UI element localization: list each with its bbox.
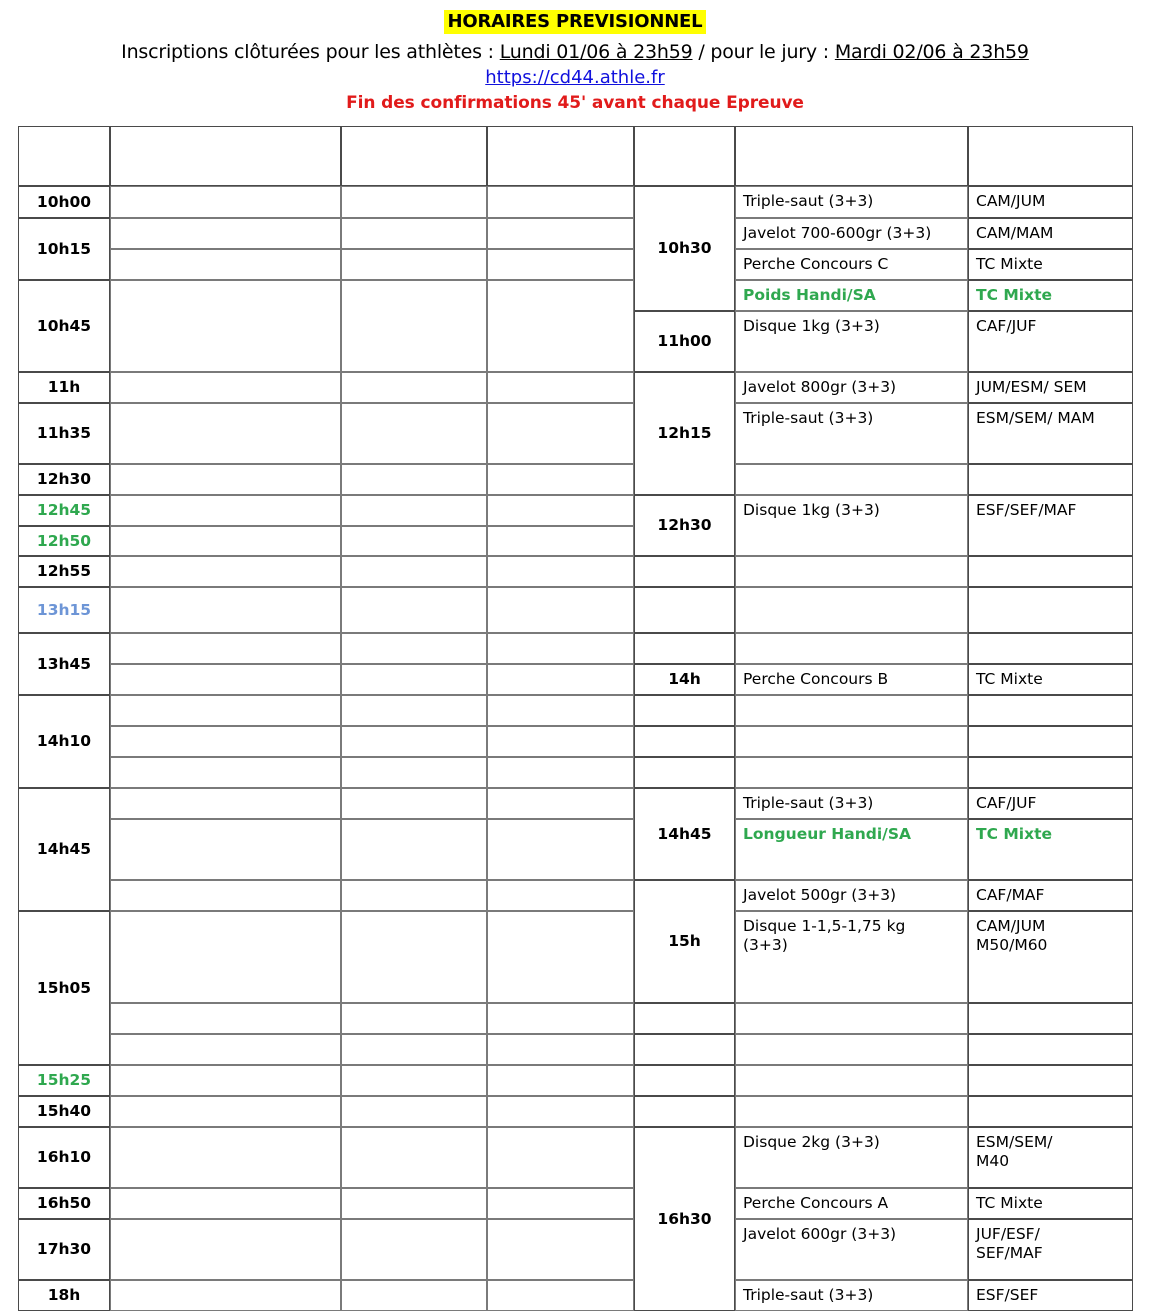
- track-series-cell: [487, 556, 634, 587]
- field-category-cell: [968, 726, 1133, 757]
- field-category-cell: CAM/MAM: [968, 218, 1133, 249]
- field-category-cell: CAF/JUF: [968, 788, 1133, 819]
- track-category-cell: [341, 1065, 487, 1096]
- track-series-cell: [487, 1065, 634, 1096]
- track-event-cell: [110, 556, 341, 587]
- track-series-cell: [487, 1003, 634, 1034]
- track-category-cell: [341, 186, 487, 218]
- field-category-cell: CAM/JUM: [968, 186, 1133, 218]
- schedule-table: [18, 126, 1133, 1304]
- field-time-cell: 15h: [634, 880, 735, 1003]
- track-category-cell: [341, 1219, 487, 1280]
- track-time-cell: 15h40: [18, 1096, 110, 1127]
- track-series-cell: [487, 249, 634, 280]
- track-event-cell: [110, 1280, 341, 1311]
- track-time-cell: 12h30: [18, 464, 110, 495]
- track-event-cell: [110, 1219, 341, 1280]
- track-time-cell: 14h10: [18, 695, 110, 788]
- field-category-cell: [968, 695, 1133, 726]
- field-event-cell: Disque 1kg (3+3): [735, 311, 968, 372]
- track-category-cell: [341, 1127, 487, 1188]
- track-category-cell: [341, 372, 487, 403]
- deadline-jury: Mardi 02/06 à 23h59: [834, 41, 1029, 63]
- field-category-cell: [968, 1003, 1133, 1034]
- track-series-cell: [487, 186, 634, 218]
- track-series-cell: [487, 695, 634, 726]
- field-event-cell: Disque 2kg (3+3): [735, 1127, 968, 1188]
- track-event-cell: [110, 280, 341, 372]
- track-series-cell: [487, 788, 634, 819]
- confirmation-notice: Fin des confirmations 45' avant chaque Epreuve: [346, 93, 804, 113]
- field-event-cell: Javelot 800gr (3+3): [735, 372, 968, 403]
- track-series-cell: [487, 819, 634, 880]
- track-category-cell: [341, 526, 487, 556]
- track-series-cell: [487, 1219, 634, 1280]
- track-series-cell: [487, 587, 634, 633]
- track-category-cell: [341, 1188, 487, 1219]
- track-category-cell: [341, 1034, 487, 1065]
- track-event-cell: [110, 495, 341, 526]
- track-category-cell: [341, 464, 487, 495]
- track-time-cell: 14h45: [18, 788, 110, 911]
- field-event-cell: Javelot 500gr (3+3): [735, 880, 968, 911]
- field-event-cell: [735, 464, 968, 495]
- field-time-cell: [634, 556, 735, 587]
- track-event-cell: [110, 1096, 341, 1127]
- track-series-cell: [487, 280, 634, 372]
- track-time-cell: 12h50: [18, 526, 110, 556]
- track-event-cell: [110, 403, 341, 464]
- track-event-cell: [110, 464, 341, 495]
- field-time-cell: 14h: [634, 664, 735, 695]
- field-category-cell: JUM/ESM/ SEM: [968, 372, 1133, 403]
- track-event-cell: [110, 526, 341, 556]
- track-category-cell: [341, 911, 487, 1003]
- field-event-cell: Triple-saut (3+3): [735, 1280, 968, 1311]
- field-category-cell: TC Mixte: [968, 249, 1133, 280]
- track-category-cell: [341, 880, 487, 911]
- field-category-cell: CAM/JUM M50/M60: [968, 911, 1133, 1003]
- track-series-cell: [487, 1096, 634, 1127]
- track-category-cell: [341, 664, 487, 695]
- registration-url-link[interactable]: https://cd44.athle.fr: [485, 67, 665, 88]
- field-event-cell: Poids Handi/SA: [735, 280, 968, 311]
- field-category-cell: ESF/SEF/MAF: [968, 495, 1133, 556]
- field-category-cell: CAF/MAF: [968, 880, 1133, 911]
- track-category-cell: [341, 495, 487, 526]
- page-title-text: HORAIRES PREVISIONNEL: [444, 10, 707, 34]
- col-header-left-1: [110, 126, 341, 186]
- field-event-cell: Perche Concours C: [735, 249, 968, 280]
- track-series-cell: [487, 526, 634, 556]
- track-event-cell: [110, 911, 341, 1003]
- track-series-cell: [487, 218, 634, 249]
- deadline-middle: / pour le jury :: [692, 41, 835, 63]
- track-category-cell: [341, 556, 487, 587]
- field-category-cell: [968, 1096, 1133, 1127]
- track-event-cell: [110, 1034, 341, 1065]
- track-time-cell: 11h: [18, 372, 110, 403]
- track-series-cell: [487, 1188, 634, 1219]
- track-event-cell: [110, 1065, 341, 1096]
- field-event-cell: [735, 726, 968, 757]
- field-event-cell: Disque 1kg (3+3): [735, 495, 968, 556]
- field-event-cell: [735, 633, 968, 664]
- field-event-cell: [735, 757, 968, 788]
- col-header-left-2: [341, 126, 487, 186]
- field-time-cell: [634, 1034, 735, 1065]
- track-category-cell: [341, 788, 487, 819]
- track-series-cell: [487, 372, 634, 403]
- col-header-right-0: [634, 126, 735, 186]
- track-time-cell: 10h45: [18, 280, 110, 372]
- track-series-cell: [487, 726, 634, 757]
- field-category-cell: [968, 1065, 1133, 1096]
- track-event-cell: [110, 249, 341, 280]
- field-category-cell: [968, 757, 1133, 788]
- col-header-right-1: [735, 126, 968, 186]
- track-series-cell: [487, 911, 634, 1003]
- track-series-cell: [487, 1127, 634, 1188]
- track-time-cell: 11h35: [18, 403, 110, 464]
- track-category-cell: [341, 218, 487, 249]
- track-event-cell: [110, 757, 341, 788]
- field-category-cell: [968, 464, 1133, 495]
- track-time-cell: 16h10: [18, 1127, 110, 1188]
- field-event-cell: Perche Concours A: [735, 1188, 968, 1219]
- track-series-cell: [487, 403, 634, 464]
- track-event-cell: [110, 880, 341, 911]
- field-event-cell: [735, 1096, 968, 1127]
- field-category-cell: TC Mixte: [968, 1188, 1133, 1219]
- track-series-cell: [487, 495, 634, 526]
- track-series-cell: [487, 1280, 634, 1311]
- field-category-cell: JUF/ESF/ SEF/MAF: [968, 1219, 1133, 1280]
- field-category-cell: [968, 587, 1133, 633]
- track-time-cell: 10h15: [18, 218, 110, 280]
- track-category-cell: [341, 249, 487, 280]
- field-category-cell: TC Mixte: [968, 664, 1133, 695]
- field-category-cell: CAF/JUF: [968, 311, 1133, 372]
- track-event-cell: [110, 633, 341, 664]
- track-event-cell: [110, 587, 341, 633]
- track-time-cell: 13h15: [18, 587, 110, 633]
- track-series-cell: [487, 664, 634, 695]
- track-category-cell: [341, 1280, 487, 1311]
- field-category-cell: [968, 633, 1133, 664]
- field-time-cell: [634, 633, 735, 664]
- track-event-cell: [110, 819, 341, 880]
- col-header-left-3: [487, 126, 634, 186]
- track-series-cell: [487, 1034, 634, 1065]
- track-time-cell: 12h55: [18, 556, 110, 587]
- track-time-cell: 16h50: [18, 1188, 110, 1219]
- field-time-cell: [634, 1003, 735, 1034]
- field-event-cell: [735, 695, 968, 726]
- track-category-cell: [341, 726, 487, 757]
- registration-deadline-line: [0, 39, 1150, 65]
- field-category-cell: [968, 556, 1133, 587]
- track-time-cell: 15h25: [18, 1065, 110, 1096]
- field-time-cell: 11h00: [634, 311, 735, 372]
- field-category-cell: ESM/SEM/ MAM: [968, 403, 1133, 464]
- deadline-athletes: Lundi 01/06 à 23h59: [499, 41, 693, 63]
- field-time-cell: 12h30: [634, 495, 735, 556]
- track-event-cell: [110, 186, 341, 218]
- track-time-cell: 12h45: [18, 495, 110, 526]
- track-event-cell: [110, 726, 341, 757]
- track-category-cell: [341, 1003, 487, 1034]
- field-time-cell: 16h30: [634, 1127, 735, 1311]
- track-event-cell: [110, 1127, 341, 1188]
- field-event-cell: Javelot 700-600gr (3+3): [735, 218, 968, 249]
- track-time-cell: 17h30: [18, 1219, 110, 1280]
- field-event-cell: Triple-saut (3+3): [735, 186, 968, 218]
- track-series-cell: [487, 757, 634, 788]
- field-event-cell: Perche Concours B: [735, 664, 968, 695]
- track-event-cell: [110, 788, 341, 819]
- track-time-cell: 15h05: [18, 911, 110, 1065]
- field-event-cell: Longueur Handi/SA: [735, 819, 968, 880]
- field-event-cell: [735, 587, 968, 633]
- field-event-cell: Disque 1-1,5-1,75 kg (3+3): [735, 911, 968, 1003]
- field-category-cell: ESF/SEF: [968, 1280, 1133, 1311]
- track-category-cell: [341, 633, 487, 664]
- field-time-cell: 14h45: [634, 788, 735, 880]
- track-event-cell: [110, 372, 341, 403]
- track-category-cell: [341, 587, 487, 633]
- field-time-cell: 10h30: [634, 186, 735, 311]
- track-event-cell: [110, 1003, 341, 1034]
- field-time-cell: [634, 587, 735, 633]
- field-category-cell: TC Mixte: [968, 819, 1133, 880]
- document-header: [0, 0, 1150, 114]
- field-time-cell: [634, 757, 735, 788]
- deadline-prefix: Inscriptions clôturées pour les athlètes :: [121, 41, 500, 63]
- field-event-cell: Javelot 600gr (3+3): [735, 1219, 968, 1280]
- field-time-cell: [634, 695, 735, 726]
- field-time-cell: 12h15: [634, 372, 735, 495]
- track-event-cell: [110, 664, 341, 695]
- track-series-cell: [487, 880, 634, 911]
- track-time-cell: 10h00: [18, 186, 110, 218]
- field-event-cell: [735, 556, 968, 587]
- field-event-cell: [735, 1065, 968, 1096]
- col-header-left-0: [18, 126, 110, 186]
- track-category-cell: [341, 280, 487, 372]
- col-header-right-2: [968, 126, 1133, 186]
- field-event-cell: Triple-saut (3+3): [735, 788, 968, 819]
- field-category-cell: ESM/SEM/ M40: [968, 1127, 1133, 1188]
- page-title: [0, 11, 1150, 33]
- track-series-cell: [487, 464, 634, 495]
- track-category-cell: [341, 757, 487, 788]
- field-time-cell: [634, 1096, 735, 1127]
- field-category-cell: TC Mixte: [968, 280, 1133, 311]
- field-time-cell: [634, 726, 735, 757]
- track-time-cell: 13h45: [18, 633, 110, 695]
- field-event-cell: [735, 1034, 968, 1065]
- track-series-cell: [487, 633, 634, 664]
- track-time-cell: 18h: [18, 1280, 110, 1311]
- field-category-cell: [968, 1034, 1133, 1065]
- track-category-cell: [341, 695, 487, 726]
- field-event-cell: Triple-saut (3+3): [735, 403, 968, 464]
- track-category-cell: [341, 1096, 487, 1127]
- field-time-cell: [634, 1065, 735, 1096]
- field-event-cell: [735, 1003, 968, 1034]
- track-category-cell: [341, 403, 487, 464]
- track-event-cell: [110, 1188, 341, 1219]
- track-category-cell: [341, 819, 487, 880]
- track-event-cell: [110, 218, 341, 249]
- track-event-cell: [110, 695, 341, 726]
